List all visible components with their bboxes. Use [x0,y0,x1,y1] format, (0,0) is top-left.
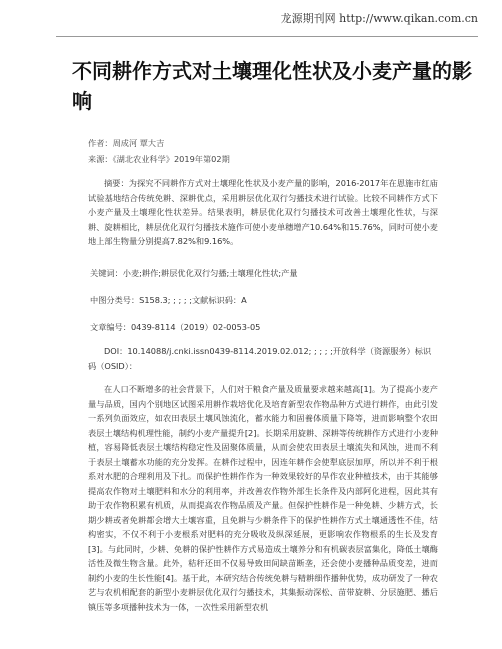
body-block [88,382,438,614]
body-text: 在人口不断增多的社会背景下，人们对于粮食产量及质量要求越来越高[1]。为了提高小麦产量与品质，国内个别地区试图采用耕作栽培优化及培育新型农作物品种方式进行耕作，由此引发一系列负面效应，如农田表层土壤风蚀流化，蓄水能力和固養体质量下降等，进而影响整个农田表层土壤结构机理性能，制约小麦产量提升[2]。长期采用旋耕、深耕等传统耕作方式进行小麦种植，容易降低表层土壤结构稳定性及固聚体质量，从而会使农田表层土壤流失和风蚀，进而不利于表层土壤蓄水功能的充分发挥。在耕作过程中，因连年耕作会使犁底层加厚，所以并不利于根系对水肥的合理利用及下扎。而保护性耕作作为一种效果较好的旱作农业种植技术，由于其能够提高农作物对土壤肥料和水分的利用率，并改善农作物外部生长条件及内部阿化进程，因此其有助于农作物积累有机质，从而提高农作物品质及产量。但保护性耕作是一种免耕、少耕方式，长期少耕或者免耕都会增大土壤容重，且免耕与少耕条件下的保护性耕作方式土壤通透性不佳，结构密实，不仅不利于小麦根系对肥料的充分吸收及纵深延展，更影响农作物根系的生长及发育[3]。与此同时，少耕、免耕的保护性耕作方式易造成土壤养分和有机碳表层富集化，降低土壤酶活性及微生物含量。此外，秸秆还田不仅易导致田间缺苗断垄，还会使小麦播种品质变差，进而制约小麦的生长性能[4]。基于此，本研究结合传统免耕与精耕细作播种优势，成功研发了一种农艺与农机相配套的新型小麦耕层优化双行匀播技术，其集振动深松、苗带旋耕、分层施肥、播后镇压等多项播种技术为一体，一次性采用新型农机 [88,384,438,612]
abstract-text: 摘要：为探究不同耕作方式对土壤理化性状及小麦产量的影响，2016-2017年在恩施市红庙试验基地结合传统免耕、深耕优点，采用耕层优化双行匀播技术进行试验。比较不同耕作方式下小麦产量及土壤理化性状差异。结果表明，耕层优化双行匀播技术可改善土壤理化性状，与深耕、旋耕相比，耕层优化双行匀播技术施作可使小麦单穗增产10.64%和15.76%，同时可使小麦地上部生物量分别提高7.82%和9.16%。 [88,178,438,246]
keywords-line: 关键词：小麦;耕作;耕层优化双行匀播;土壤理化性状;产量 [90,268,298,278]
article-title: 不同耕作方式对土壤理化性状及小麦产量的影响 [72,59,472,113]
header-rule [56,36,478,37]
site-header: 龙源期刊网 http://www.qikan.com.cn [280,12,478,25]
abstract-block [88,176,438,249]
clc-line: 中图分类号：S158.3; ; ; ; ;文献标识码：A [90,295,247,305]
authors-line: 作者：周成河 覃大吉 [88,138,165,148]
doi-line: DOI：10.14088/j.cnki.issn0439-8114.2019.02.012; ; ; ; ;开放科学（资源服务）标识码（OSID）： [88,346,432,371]
source-line: 来源：《湖北农业科学》2019年第02期 [88,154,230,164]
article-number-line: 文章编号：0439-8114（2019）02-0053-05 [90,322,261,332]
